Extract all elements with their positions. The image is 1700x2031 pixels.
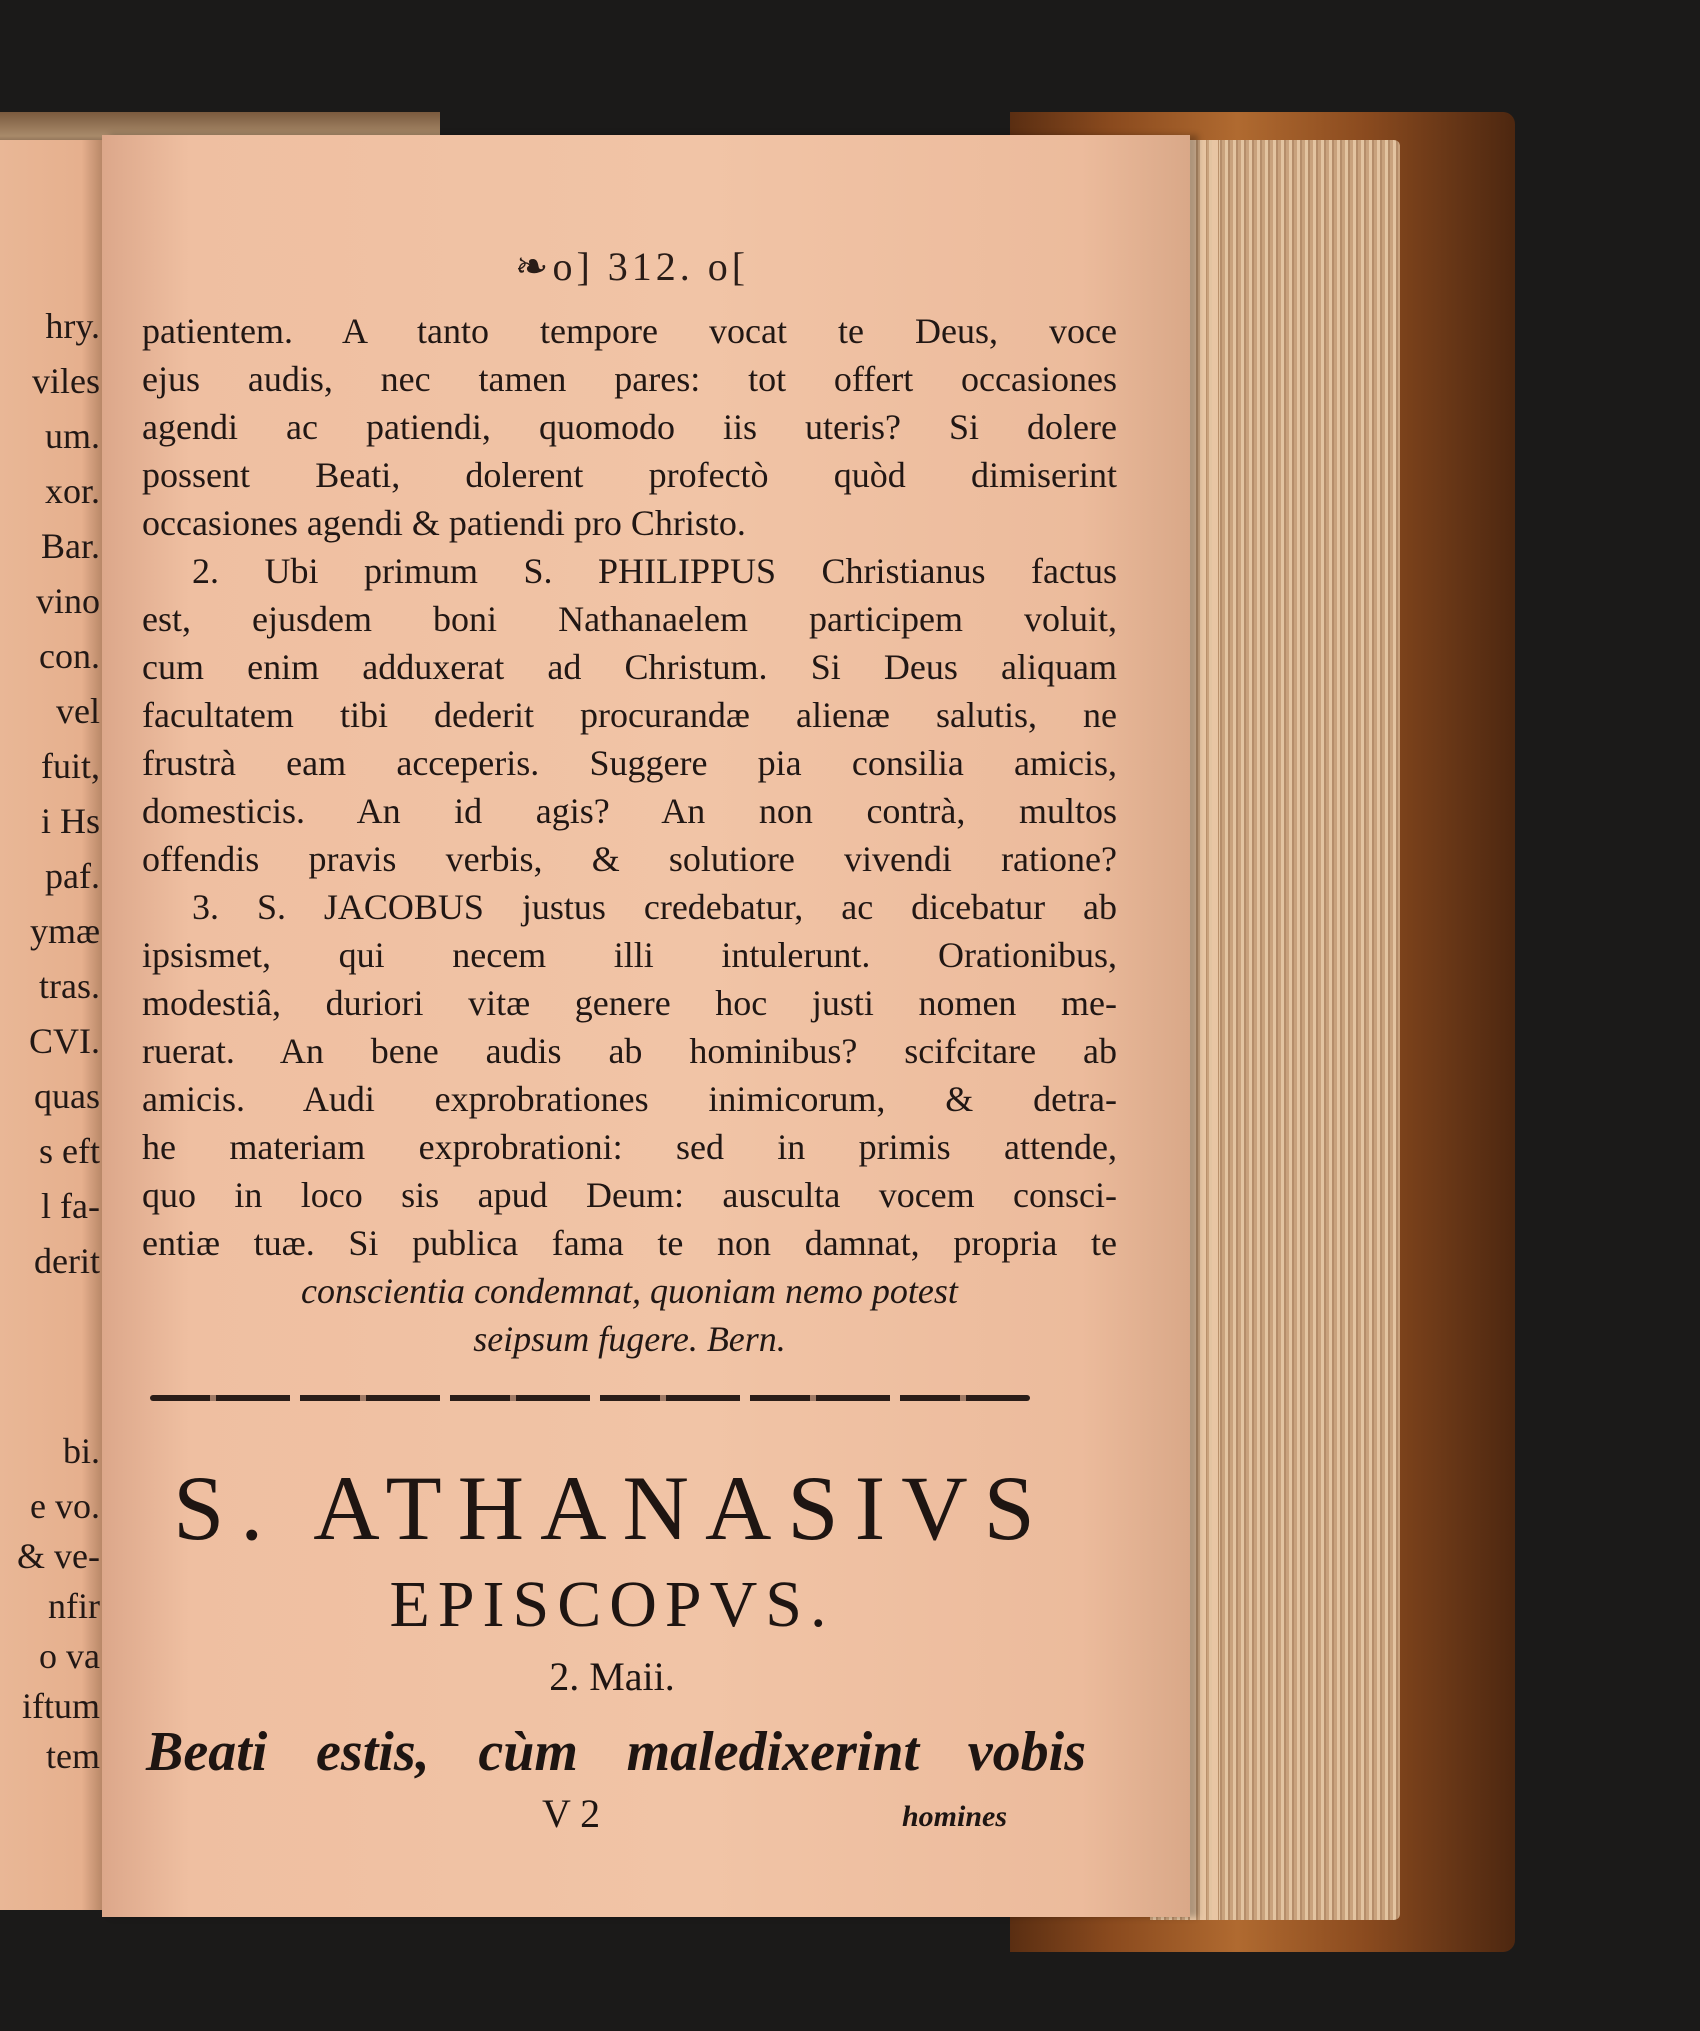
page-edge <box>1200 140 1207 1920</box>
left-page-fragment: derit <box>34 1241 100 1281</box>
text-line: 3. S. JACOBUS justus credebatur, ac dicebatur ab <box>192 887 1117 927</box>
text-line: agendi ac patiendi, quomodo iis uteris? Si dolere <box>142 407 1117 447</box>
left-page-fragment: & ve- <box>17 1536 100 1576</box>
left-page-fragment: con. <box>39 636 100 676</box>
text-line: est, ejusdem boni Nathanaelem participem voluit, <box>142 599 1117 639</box>
text-line: domesticis. An id agis? An non contrà, multos <box>142 791 1117 831</box>
chapter-subtitle: EPISCOPVS. <box>389 1568 835 1641</box>
left-page-fragment: um. <box>44 416 100 456</box>
left-page-fragment: vel <box>56 691 100 731</box>
left-page-fragment: bi. <box>62 1431 100 1471</box>
running-head: ❧o] 312. o[ <box>514 244 750 289</box>
left-page-fragment: hry. <box>45 306 100 346</box>
left-page-fragment: o va <box>39 1636 100 1676</box>
page-edge <box>1190 140 1197 1920</box>
left-page-fragment: tem <box>46 1736 100 1776</box>
text-line: seipsum fugere. Bern. <box>473 1319 786 1359</box>
text-line: occasiones agendi & patiendi pro Christo. <box>142 503 746 543</box>
page-edge <box>1212 140 1219 1920</box>
text-line: ejus audis, nec tamen pares: tot offert occasiones <box>142 359 1117 399</box>
left-page-fragment: nfir <box>48 1586 100 1626</box>
text-line: ruerat. An bene audis ab hominibus? scifcitare ab <box>142 1031 1117 1071</box>
ornamental-rule <box>150 1395 1030 1401</box>
text-line: he materiam exprobrationi: sed in primis attende, <box>142 1127 1117 1167</box>
left-page <box>0 140 102 1910</box>
left-page-fragment: quas <box>34 1076 100 1116</box>
text-line: conscientia condemnat, quoniam nemo potest <box>301 1271 958 1311</box>
left-page-fragment: paf. <box>45 856 100 896</box>
text-line: frustrà eam acceperis. Suggere pia consilia amicis, <box>142 743 1117 783</box>
chapter-title: S. ATHANASIVS <box>173 1457 1051 1559</box>
text-line: offendis pravis verbis, & solutiore vivendi ratione? <box>142 839 1117 879</box>
text-line: cum enim adduxerat ad Christum. Si Deus aliquam <box>142 647 1117 687</box>
text-line: facultatem tibi dederit procurandæ alienæ salutis, ne <box>142 695 1117 735</box>
motto-line: Beati estis, cùm maledixerint vobis <box>146 1721 1086 1783</box>
text-line: modestiâ, duriori vitæ genere hoc justi nomen me- <box>142 983 1117 1023</box>
left-page-fragment: ymæ <box>29 911 100 951</box>
left-page-fragment: s eft <box>39 1131 100 1171</box>
left-page-fragment: tras. <box>39 966 100 1006</box>
text-line: 2. Ubi primum S. PHILIPPUS Christianus factus <box>192 551 1117 591</box>
left-page-fragment: fuit, <box>41 746 100 786</box>
catchword: homines <box>902 1800 1008 1833</box>
left-page-fragment: CVI. <box>29 1021 100 1061</box>
left-page-fragment: l fa- <box>41 1186 100 1226</box>
text-line: quo in loco sis apud Deum: ausculta vocem consci- <box>142 1175 1117 1215</box>
left-page-fragment: vino <box>35 581 100 621</box>
left-page-fragment: i Hs <box>40 801 100 841</box>
signature-mark: V 2 <box>542 1791 601 1836</box>
text-line: ipsismet, qui necem illi intulerunt. Orationibus, <box>142 935 1117 975</box>
text-line: entiæ tuæ. Si publica fama te non damnat, propria te <box>142 1223 1117 1263</box>
text-line: possent Beati, dolerent profectò quòd dimiserint <box>142 455 1117 495</box>
feast-date: 2. Maii. <box>549 1654 675 1699</box>
left-page-fragment: viles <box>32 361 100 401</box>
left-page-fragment: Bar. <box>41 526 100 566</box>
text-line: amicis. Audi exprobrationes inimicorum, & detra- <box>142 1079 1117 1119</box>
left-page-fragment: iftum <box>22 1686 100 1726</box>
left-page-fragment: xor. <box>44 471 100 511</box>
right-page <box>102 135 1190 1917</box>
left-page-fragment: e vo. <box>30 1486 100 1526</box>
text-line: patientem. A tanto tempore vocat te Deus, voce <box>142 311 1117 351</box>
